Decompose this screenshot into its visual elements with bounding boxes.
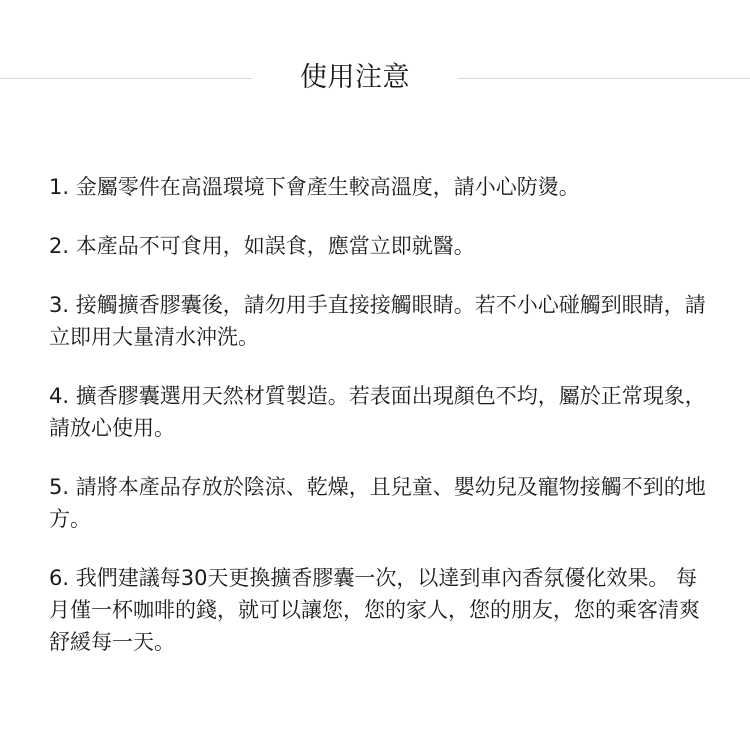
note-item-6: 6. 我們建議每30天更換擴香膠囊一次，以達到車內香氛優化效果。 每月僅一杯咖啡的錢，就可以讓您，您的家人，您的朋友，您的乘客清爽舒緩每一天。 bbox=[49, 566, 700, 654]
note-item-5: 5. 請將本產品存放於陰涼、乾燥，且兒童、嬰幼兒及寵物接觸不到的地方。 bbox=[49, 475, 706, 531]
note-item-2: 2. 本產品不可食用，如誤食，應當立即就醫。 bbox=[49, 234, 475, 258]
title-divider-left bbox=[0, 78, 252, 79]
page-header bbox=[0, 58, 750, 98]
title-divider-right bbox=[458, 78, 750, 79]
note-item-1: 1. 金屬零件在高溫環境下會產生較高溫度，請小心防燙。 bbox=[49, 175, 580, 199]
usage-notes-list bbox=[49, 171, 709, 685]
note-item-3: 3. 接觸擴香膠囊後，請勿用手直接接觸眼睛。若不小心碰觸到眼睛，請立即用大量清水沖洗。 bbox=[49, 293, 706, 349]
page-title: 使用注意 bbox=[300, 62, 410, 93]
note-item-4: 4. 擴香膠囊選用天然材質製造。若表面出現顏色不均，屬於正常現象，請放心使用。 bbox=[49, 384, 706, 440]
